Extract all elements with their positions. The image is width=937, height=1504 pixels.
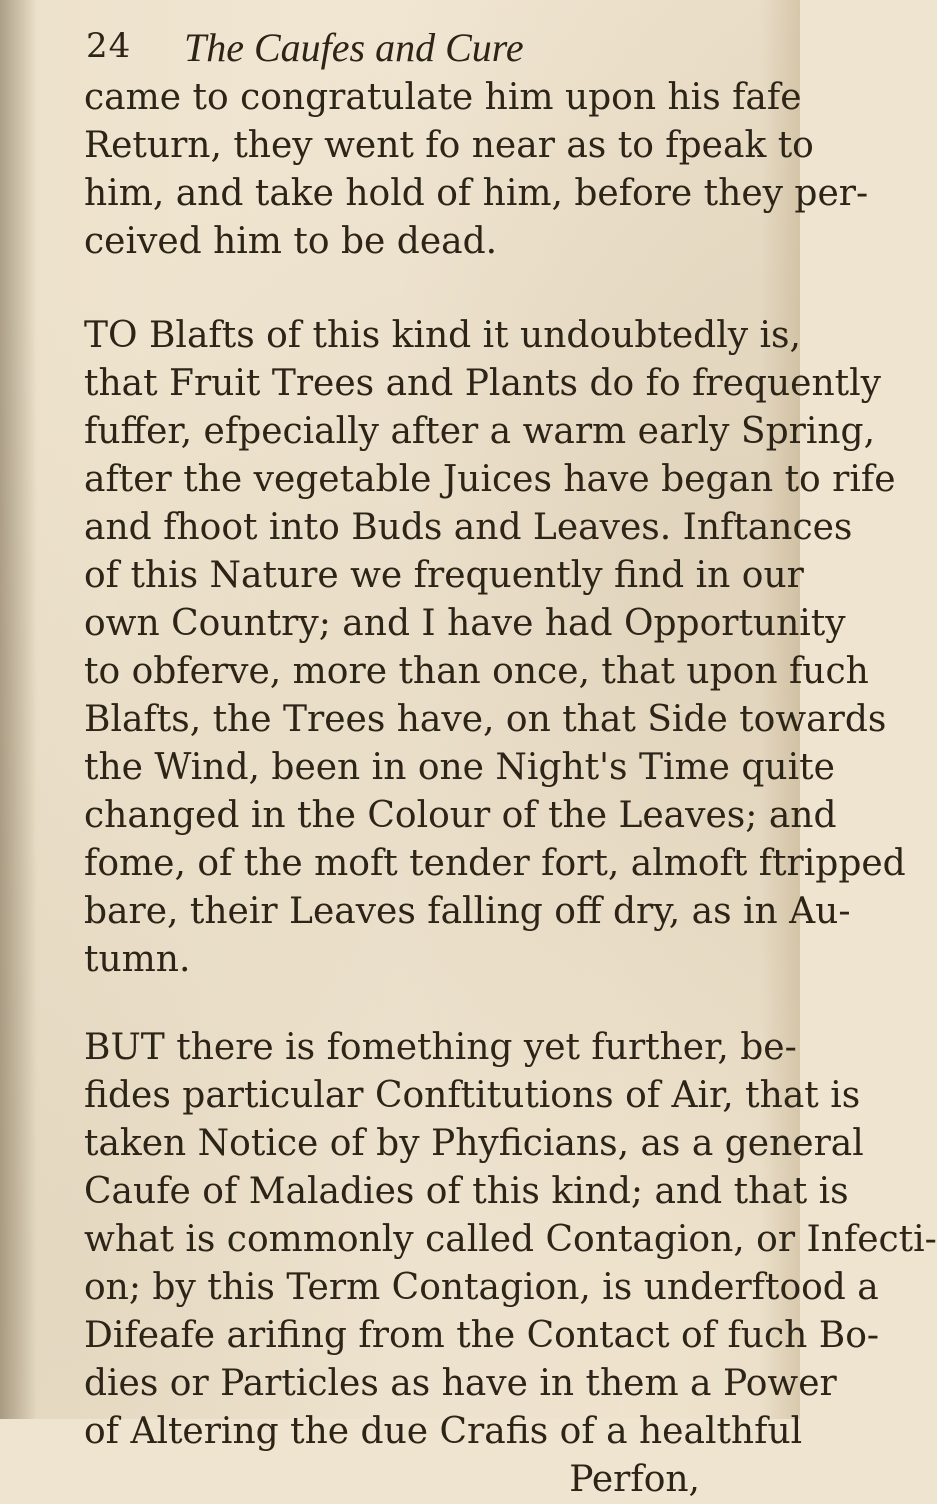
- text-line: bare, their Leaves falling off dry, as in Au-: [84, 891, 851, 932]
- paragraph-2: [84, 312, 906, 984]
- text-line: after the vegetable Juices have began to rife: [84, 459, 896, 500]
- running-head: [86, 25, 686, 70]
- text-line: the Wind, been in one Night's Time quite: [84, 747, 835, 788]
- text-line: BUT there is fomething yet further, be-: [84, 1027, 797, 1068]
- text-line: own Country; and I have had Opportunity: [84, 603, 846, 644]
- text-line: fome, of the moft tender fort, almoft ftripped: [84, 843, 906, 884]
- text-line: came to congratulate him upon his fafe: [84, 77, 802, 118]
- text-line: ceived him to be dead.: [84, 221, 498, 262]
- text-line: of Altering the due Crafis of a healthful: [84, 1411, 803, 1452]
- text-line: and fhoot into Buds and Leaves. Inftances: [84, 507, 853, 548]
- text-line: fides particular Conftitutions of Air, that is: [84, 1075, 861, 1116]
- text-line: Difeafe arifing from the Contact of fuch Bo-: [84, 1315, 880, 1356]
- paragraph-1: [84, 74, 869, 266]
- text-line: fuffer, efpecially after a warm early Spring,: [84, 411, 876, 452]
- text-line: on; by this Term Contagion, is underftood a: [84, 1267, 879, 1308]
- text-line: to obferve, more than once, that upon fuch: [84, 651, 869, 692]
- text-line: changed in the Colour of the Leaves; and: [84, 795, 837, 836]
- text-line: dies or Particles as have in them a Power: [84, 1363, 837, 1404]
- text-line: that Fruit Trees and Plants do fo frequently: [84, 363, 881, 404]
- running-title: The Caufes and Cure: [184, 25, 524, 70]
- text-line: Blafts, the Trees have, on that Side towards: [84, 699, 887, 740]
- text-line: Return, they went fo near as to fpeak to: [84, 125, 814, 166]
- catchword: Perfon,: [569, 1459, 700, 1500]
- text-line: him, and take hold of him, before they per-: [84, 173, 869, 214]
- text-line: what is commonly called Contagion, or Infecti-: [84, 1219, 937, 1260]
- paragraph-gap: [84, 984, 780, 1024]
- paragraph-gap: [84, 266, 780, 312]
- text-line: tumn.: [84, 939, 191, 980]
- paragraph-3: [84, 1024, 937, 1456]
- text-line: of this Nature we frequently find in our: [84, 555, 804, 596]
- body-text: [84, 74, 937, 1504]
- text-line: Caufe of Maladies of this kind; and that is: [84, 1171, 849, 1212]
- binding-shadow: [0, 0, 36, 1419]
- text-line: taken Notice of by Phyficians, as a general: [84, 1123, 864, 1164]
- page-number: 24: [86, 26, 132, 66]
- text-line: TO Blafts of this kind it undoubtedly is,: [84, 315, 801, 356]
